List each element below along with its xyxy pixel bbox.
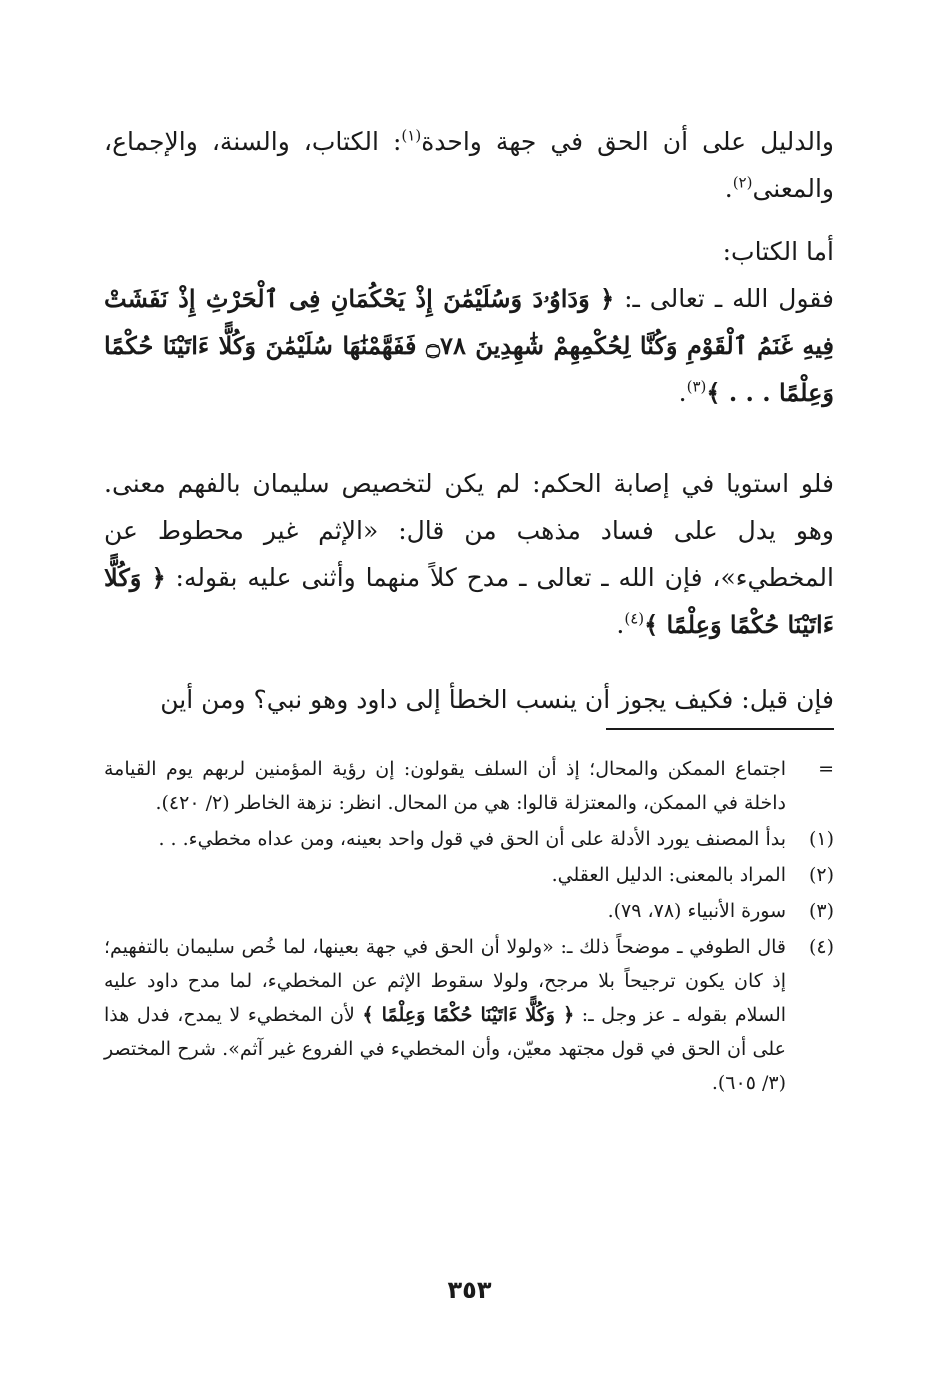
paragraph-text: فقول الله ـ تعالى ـ: (624, 284, 834, 313)
footnote-text: لأن المخطيء لا يمدح، فدل هذا على أن الحق في قول مجتهد معيّن، وأن المخطيء في الفروع غير آثم». شرح المختصر (٣/ ٦٠٥). (104, 1004, 786, 1094)
paragraph-text: فلو استويا في إصابة الحكم: لم يكن لتخصيص سليمان بالفهم معنى. وهو يدل على فساد مذهب من قال: «الإثم غير محطوط عن المخطيء»، فإن الله ـ تعالى ـ مدح كلاً منهما وأثنى عليه بقوله: (104, 469, 834, 592)
paragraph-text: : الكتاب، والسنة، والإجماع، والمعنى (104, 127, 834, 203)
quran-verse: ﴿ وَدَاوُۥدَ وَسُلَيْمَٰنَ إِذْ يَحْكُمَانِ فِى ٱلْحَرْثِ إِذْ نَفَشَتْ فِيهِ غَنَمُ ٱلْقَوْمِ وَكُنَّا لِحُكْمِهِمْ شَٰهِدِينَ ۝٧٨ فَفَهَّمْنَٰهَا سُلَيْمَٰنَ وَكُلًّا ءَاتَيْنَا حُكْمًا وَعِلْمًا . . . ﴾ (104, 284, 834, 407)
paragraph-text: . (616, 610, 625, 639)
footnote-ref-1[interactable]: (١) (401, 126, 422, 145)
section-heading-kitab: أما الكتاب: (722, 237, 834, 266)
paragraph-argument (104, 460, 834, 648)
footnote-3 (104, 894, 834, 928)
footnote-separator (606, 728, 834, 730)
footnote-marker: (٤) (808, 936, 834, 958)
quran-verse: ﴿ وَكُلًّا ءَاتَيْنَا حُكْمًا وَعِلْمًا ﴾ (104, 563, 834, 639)
footnote-text: سورة الأنبياء (٧٨، ٧٩). (607, 900, 786, 922)
footnote-text: اجتماع الممكن والمحال؛ إذ أن السلف يقولون: إن رؤية المؤمنين لربهم يوم القيامة داخلة في الممكن، والمعتزلة قالوا: هي من المحال. انظر: نزهة الخاطر (٢/ ٤٢٠). (104, 758, 786, 814)
footnote-4 (104, 930, 834, 1100)
footnote-ref-2[interactable]: (٢) (732, 173, 753, 192)
footnote-ref-4[interactable]: (٤) (624, 609, 645, 628)
paragraph-text: . (724, 174, 733, 203)
footnote-text: قال الطوفي ـ موضحاً ذلك ـ: «ولولا أن الحق في جهة بعينها، لما خُص سليمان بالتفهيم؛ إذ كان يكون ترجيحاً بلا مرجح، ولولا سقوط الإثم عن المخطيء، لما مدح داود عليه السلام بقوله ـ عز وجل ـ: (104, 936, 787, 1026)
footnote-ref-3[interactable]: (٣) (686, 377, 707, 396)
paragraph-objection: فإن قيل: فكيف يجوز أن ينسب الخطأ إلى داود وهو نبي؟ ومن أين (160, 685, 834, 714)
page-number: ٣٥٣ (447, 1276, 492, 1304)
paragraph-evidence-intro (104, 118, 834, 212)
footnotes (104, 752, 834, 1102)
footnote-marker: (٢) (808, 864, 834, 886)
footnote-continued (104, 752, 834, 820)
footnote-1 (104, 822, 834, 856)
paragraph-text: والدليل على أن الحق في جهة واحدة (421, 127, 834, 156)
footnote-marker: (١) (808, 828, 834, 850)
footnote-text: بدأ المصنف يورد الأدلة على أن الحق في قول واحد بعينه، ومن عداه مخطيء. . . (158, 828, 786, 850)
footnote-marker: (٣) (808, 900, 834, 922)
footnote-marker: = (818, 758, 834, 780)
footnote-2 (104, 858, 834, 892)
quran-verse: ﴿ وَكُلًّا ءَاتَيْنَا حُكْمًا وَعِلْمًا ﴾ (362, 1004, 575, 1026)
paragraph-text: . (678, 378, 687, 407)
paragraph-quran-verse (104, 275, 834, 416)
main-text (104, 118, 834, 723)
footnote-text: المراد بالمعنى: الدليل العقلي. (551, 864, 786, 886)
